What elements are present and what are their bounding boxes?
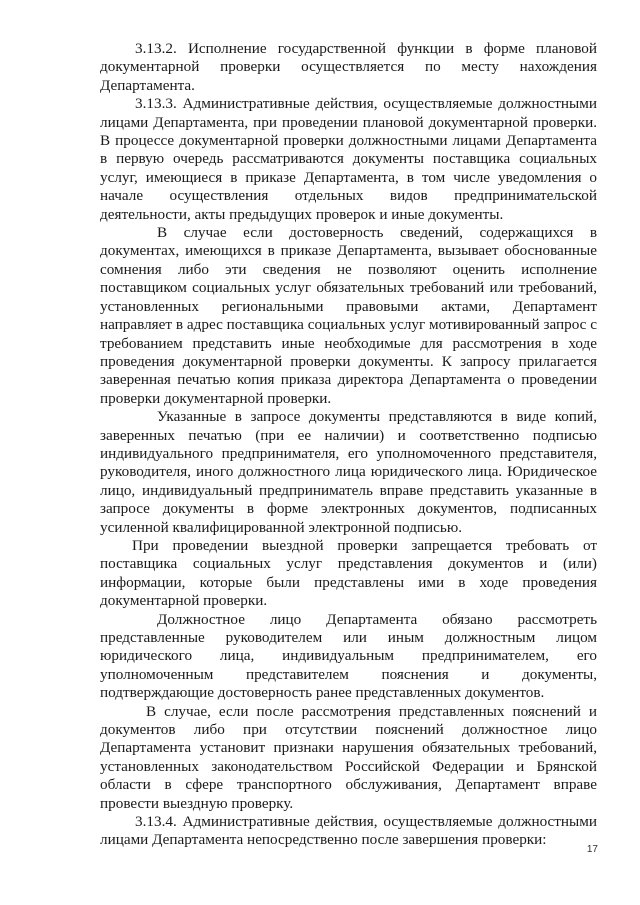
paragraph-documents-copies: Указанные в запросе документы представляются в виде копий, заверенных печатью (при ее наличии) и соответственно подписью индивидуального предпринимателя, его уполномоченного представителя, руководителя, иного должностного лица юридического лица. Юридическое лицо, индивидуальный предприниматель вправе представить указанные в запросе документы в форме электронных документов, подписанных усиленной квалифицированной электронной подписью.	[100, 408, 597, 536]
document-body	[100, 40, 597, 850]
paragraph-3-13-2: 3.13.2. Исполнение государственной функции в форме плановой документарной проверки осуществляется по месту нахождения Департамента.	[100, 40, 597, 94]
paragraph-onsite-prohibition: При проведении выездной проверки запрещается требовать от поставщика социальных услуг представления документов и (или) информации, которые были представлены ими в ходе проведения документарной проверки.	[100, 536, 597, 610]
paragraph-doubtful-info-request: В случае если достоверность сведений, содержащихся в документах, имеющихся в приказе Департамента, вызывает обоснованные сомнения либо эти сведения не позволяют оценить исполнение поставщиком социальных услуг обязательных требований или требований, установленных региональными правовыми актами, Департамент направляет в адрес поставщика социальных услуг мотивированный запрос с требованием представить иные необходимые для рассмотрения в ходе проведения документарной проверки документы. К запросу прилагается заверенная печатью копия приказа директора Департамента о проведении проверки документарной проверки.	[100, 224, 597, 407]
paragraph-3-13-3: 3.13.3. Административные действия, осуществляемые должностными лицами Департамента, при проведении плановой документарной проверки. В процессе документарной проверки должностными лицами Департамента в первую очередь рассматриваются документы поставщика социальных услуг, имеющиеся в приказе Департамента, в том числе уведомления о начале осуществления отдельных видов предпринимательской деятельности, акты предыдущих проверок и иные документы.	[100, 95, 597, 223]
paragraph-onsite-inspection-grounds: В случае, если после рассмотрения представленных пояснений и документов либо при отсутствии пояснений должностное лицо Департамента установит признаки нарушения обязательных требований, установленных законодательством Российской Федерации и Брянской области в сфере транспортного обслуживания, Департамент вправе провести выездную проверку.	[100, 702, 597, 812]
paragraph-3-13-4: 3.13.4. Административные действия, осуществляемые должностными лицами Департамента непосредственно после завершения проверки:	[100, 813, 597, 849]
page-number: 17	[586, 844, 598, 855]
paragraph-official-review: Должностное лицо Департамента обязано рассмотреть представленные руководителем или иным должностным лицом юридического лица, индивидуальным предпринимателем, его уполномоченным представителем пояснения и документы, подтверждающие достоверность ранее представленных документов.	[100, 610, 597, 702]
